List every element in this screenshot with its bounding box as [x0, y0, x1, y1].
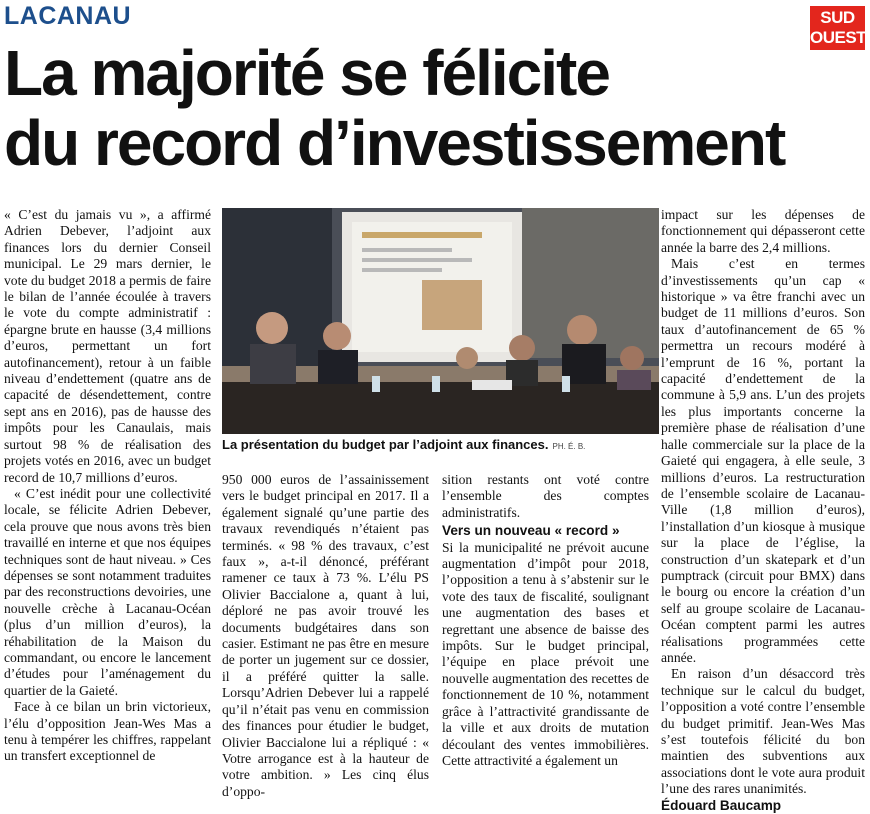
- headline: [4, 38, 864, 178]
- paragraph: impact sur les dépenses de fonctionnement qui dépasseront cette année la barre des 2,4 millions.: [661, 207, 865, 255]
- article-column-2: [222, 472, 429, 800]
- caption-text: La présentation du budget par l’adjoint aux finances.: [222, 437, 549, 452]
- paragraph: En raison d’un désaccord très technique sur le calcul du budget, l’opposition a voté contre l’ensemble du budget primitif. Jean-Wes Mas s’est toutefois félicité du bon maintien des subventions aux associations dont le vote aura produit l’une des rares unanimités.: [661, 666, 865, 797]
- paragraph: « C’est inédit pour une collectivité locale, se félicite Adrien Debever, cela prouve que nous avons très bien travaillé en interne et que nos équipes techniques sont de haut niveau. » Ces dépenses se sont notamment traduites par des reconstructions devoiries, une nouvelle crèche à Lacanau-Océan (plus d’un million d’euros), la réhabilitation de la Maison du commandant, ou encore le lancement d’études pour l’aménagement du quartier de la Gaieté.: [4, 485, 211, 698]
- headline-line-2: du record d’investissement: [4, 107, 785, 179]
- article-column-4: [661, 207, 865, 814]
- paragraph: Si la municipalité ne prévoit aucune augmentation d’impôt pour 2018, l’opposition a tenu à s’abstenir sur le vote des taux de fiscalité, soulignant une augmentation des bases et regrettant une absence de baisse des impôts. Sur le budget principal, l’équipe en place prévoit une nouvelle augmentation des recettes de fonctionnement de 10 %, notamment grâce à l’attractivité grandissante de la ville et aux droits de mutation découlant des ventes immobilières. Cette attractivité a également un: [442, 539, 649, 768]
- article-column-3: [442, 472, 649, 769]
- headline-line-1: La majorité se félicite: [4, 37, 609, 109]
- logo-line-bottom: OUEST: [810, 28, 867, 47]
- paragraph: « C’est du jamais vu », a affirmé Adrien Debever, l’adjoint aux finances lors du dernier Conseil municipal. Le 29 mars dernier, le vote du budget 2018 a permis de faire le bilan de l’année écoulée à travers le vote du compte administratif : épargne brute en hausse (3,4 millions d’euros, permettant un fort autofinancement), retour à un faible niveau d’endettement (quatre ans de capacité de désendettement, contre sept ans en 2016), pas de hausse des impôts pour les Canaulais, mais surtout 98 % de réalisation des projets votés en 2016, avec un budget record de 10,7 millions d’euros.: [4, 207, 211, 485]
- paragraph: 950 000 euros de l’assainissement vers le budget principal en 2017. Il a également signalé qu’une partie des travaux revendiqués n’étaient pas terminés. « 98 % des travaux, c’est faux », a-t-il dénoncé, préférant ramener ce taux à 73 %. L’élu PS Olivier Baccialone a, quant à lui, déploré ne pas avoir trouvé les documents budgétaires dans son casier. Estimant ne pas être en mesure de porter un jugement sur ce dossier, il a préféré quitter la salle. Lorsqu’Adrien Debever lui a rappelé qu’il n’était pas venu en commission des finances pour étudier le budget, Olivier Baccialone lui a répliqué : « Votre arrogance est à la hauteur de votre ambition. » Les cinq élus d’oppo-: [222, 472, 429, 799]
- photo-credit: PH. É. B.: [552, 442, 586, 451]
- paragraph: Face à ce bilan un brin victorieux, l’élu d’opposition Jean-Wes Mas a tenu à tempérer les chiffres, rappelant un transfert exceptionnel de: [4, 699, 211, 764]
- logo-line-top: SUD: [820, 8, 855, 27]
- paragraph: Mais c’est en termes d’investissements qu’un cap « historique » va être franchi avec un budget de 11 millions d’euros. Son taux d’autofinancement de 65 % permettra un recours modéré à l’emprunt de 16 %, portant la capacité d’endettement de la commune à 5,9 ans. L’un des projets les plus importants concerne la première phase de réalisation d’une halle commerciale sur la place de la Gaieté qui engagera, à elle seule, 3 millions d’euros. La restructuration de l’ensemble scolaire de Lacanau-Ville (1,8 million d’euros), l’installation d’un kiosque à musique sur la place de l’église, la construction d’un skatepark et d’un pumptrack (circuit pour BMX) dans le bourg ou encore la création d’un self au groupe scolaire de Lacanau-Océan comptent parmi les autres réalisations programmées cette année.: [661, 256, 865, 665]
- author-signature: Édouard Baucamp: [661, 797, 782, 813]
- meeting-photo-illustration: [222, 208, 659, 434]
- paragraph: sition restants ont voté contre l’ensemble des comptes administratifs.: [442, 472, 649, 520]
- article-photo: [222, 208, 659, 434]
- section-kicker: LACANAU: [4, 2, 132, 30]
- article-column-1: [4, 207, 211, 765]
- subheading: Vers un nouveau « record »: [442, 523, 620, 539]
- photo-caption: [222, 437, 659, 452]
